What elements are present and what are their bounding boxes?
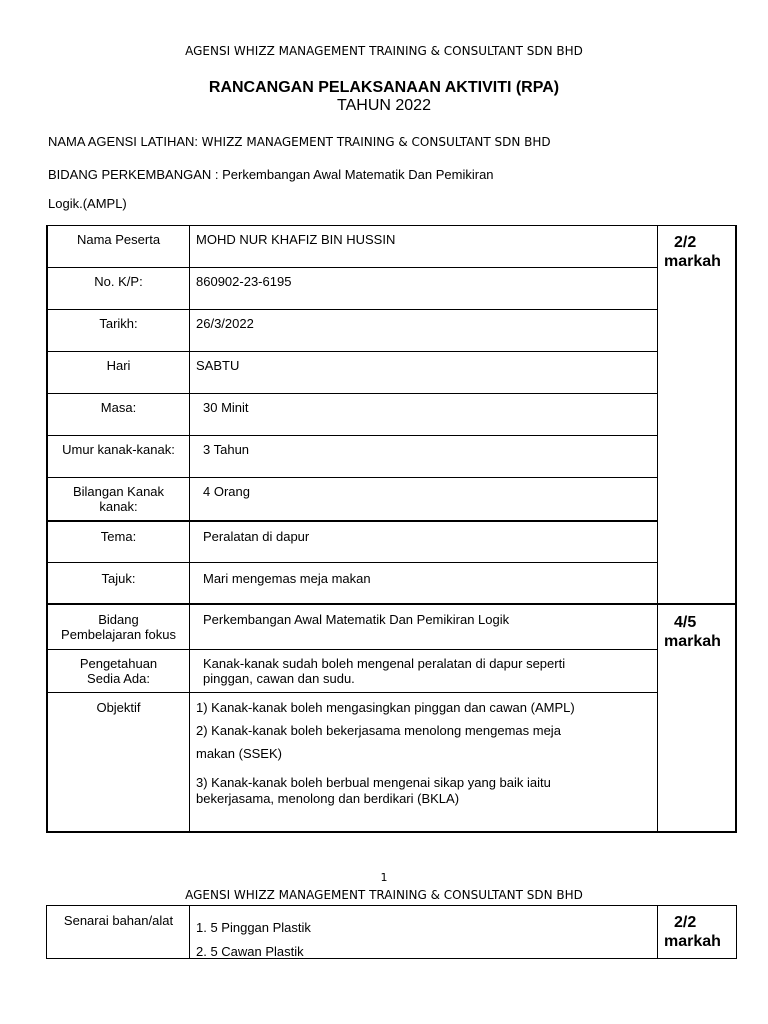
label-nama-peserta: Nama Peserta xyxy=(76,232,161,247)
mark-score-2: 4/5 xyxy=(674,614,697,631)
label-bilangan xyxy=(48,484,189,514)
agency-header: AGENSI WHIZZ MANAGEMENT TRAINING & CONSULTANT SDN BHD xyxy=(185,44,583,58)
value-masa: 30 Minit xyxy=(203,400,249,415)
value-bilangan: 4 Orang xyxy=(203,484,250,499)
bahan-item-1: 1. 5 Pinggan Plastik xyxy=(196,920,311,935)
label-hari: Hari xyxy=(106,358,131,373)
objektif-3-line2: bekerjasama, menolong dan berdikari (BKLA) xyxy=(196,791,460,806)
value-umur: 3 Tahun xyxy=(203,442,250,457)
bahan-item-2: 2. 5 Cawan Plastik xyxy=(196,944,304,959)
mark-score-3: 2/2 xyxy=(674,914,697,931)
mark-word-2: markah xyxy=(664,633,721,650)
value-pengetahuan xyxy=(203,656,565,686)
objektif-2-line2: makan (SSEK) xyxy=(196,746,282,761)
mark-score-1: 2/2 xyxy=(674,234,697,251)
label-tarikh: Tarikh: xyxy=(99,316,138,331)
label-bilangan-line1: Bilangan Kanak xyxy=(72,484,165,499)
mark-word-1: markah xyxy=(664,253,721,270)
label-pengetahuan xyxy=(48,656,189,686)
agency-label: NAMA AGENSI LATIHAN: xyxy=(48,134,199,149)
value-pengetahuan-line1: Kanak-kanak sudah boleh mengenal peralatan di dapur seperti xyxy=(203,656,566,671)
label-pengetahuan-line2: Sedia Ada: xyxy=(87,671,150,686)
mark-word-3: markah xyxy=(664,933,721,950)
objektif-3-line1: 3) Kanak-kanak boleh berbual mengenai sikap yang baik iaitu xyxy=(196,775,551,790)
label-tema: Tema: xyxy=(100,529,137,544)
objektif-2-line1: 2) Kanak-kanak boleh bekerjasama menolong mengemas meja xyxy=(196,723,561,738)
label-bilangan-line2: kanak: xyxy=(99,499,138,514)
document-year: TAHUN 2022 xyxy=(337,97,431,114)
label-objektif: Objektif xyxy=(96,700,141,715)
mark-box-1 xyxy=(664,233,721,271)
label-bidang-line2: Pembelajaran fokus xyxy=(61,627,176,642)
objektif-1: 1) Kanak-kanak boleh mengasingkan pinggan dan cawan (AMPL) xyxy=(196,700,575,715)
label-bidang-pembelajaran xyxy=(48,612,189,642)
mark-box-3 xyxy=(664,913,721,951)
document-title: RANCANGAN PELAKSANAAN AKTIVITI (RPA) xyxy=(208,79,560,96)
value-hari: SABTU xyxy=(196,358,240,373)
label-no-kp: No. K/P: xyxy=(94,274,143,289)
value-nama-peserta: MOHD NUR KHAFIZ BIN HUSSIN xyxy=(196,232,396,247)
mark-box-2 xyxy=(664,613,721,651)
page-number: 1 xyxy=(380,871,388,884)
value-tema: Peralatan di dapur xyxy=(203,529,310,544)
value-no-kp: 860902-23-6195 xyxy=(196,274,292,289)
value-tarikh: 26/3/2022 xyxy=(196,316,254,331)
agency-name-line xyxy=(48,134,551,149)
label-masa: Masa: xyxy=(100,400,137,415)
label-umur: Umur kanak-kanak: xyxy=(62,442,175,457)
value-tajuk: Mari mengemas meja makan xyxy=(203,571,371,586)
agency-header-page2: AGENSI WHIZZ MANAGEMENT TRAINING & CONSULTANT SDN BHD xyxy=(185,888,583,902)
label-bidang-line1: Bidang xyxy=(98,612,139,627)
value-bidang-pembelajaran: Perkembangan Awal Matematik Dan Pemikiran Logik xyxy=(203,612,510,627)
label-pengetahuan-line1: Pengetahuan xyxy=(79,656,158,671)
value-pengetahuan-line2: pinggan, cawan dan sudu. xyxy=(203,671,355,686)
label-senarai-bahan: Senarai bahan/alat xyxy=(63,913,174,928)
bidang-line-1: BIDANG PERKEMBANGAN : Perkembangan Awal Matematik Dan Pemikiran xyxy=(48,167,494,182)
bidang-line-2: Logik.(AMPL) xyxy=(48,196,127,211)
agency-name: WHIZZ MANAGEMENT TRAINING & CONSULTANT SDN BHD xyxy=(201,135,551,149)
label-tajuk: Tajuk: xyxy=(101,571,136,586)
